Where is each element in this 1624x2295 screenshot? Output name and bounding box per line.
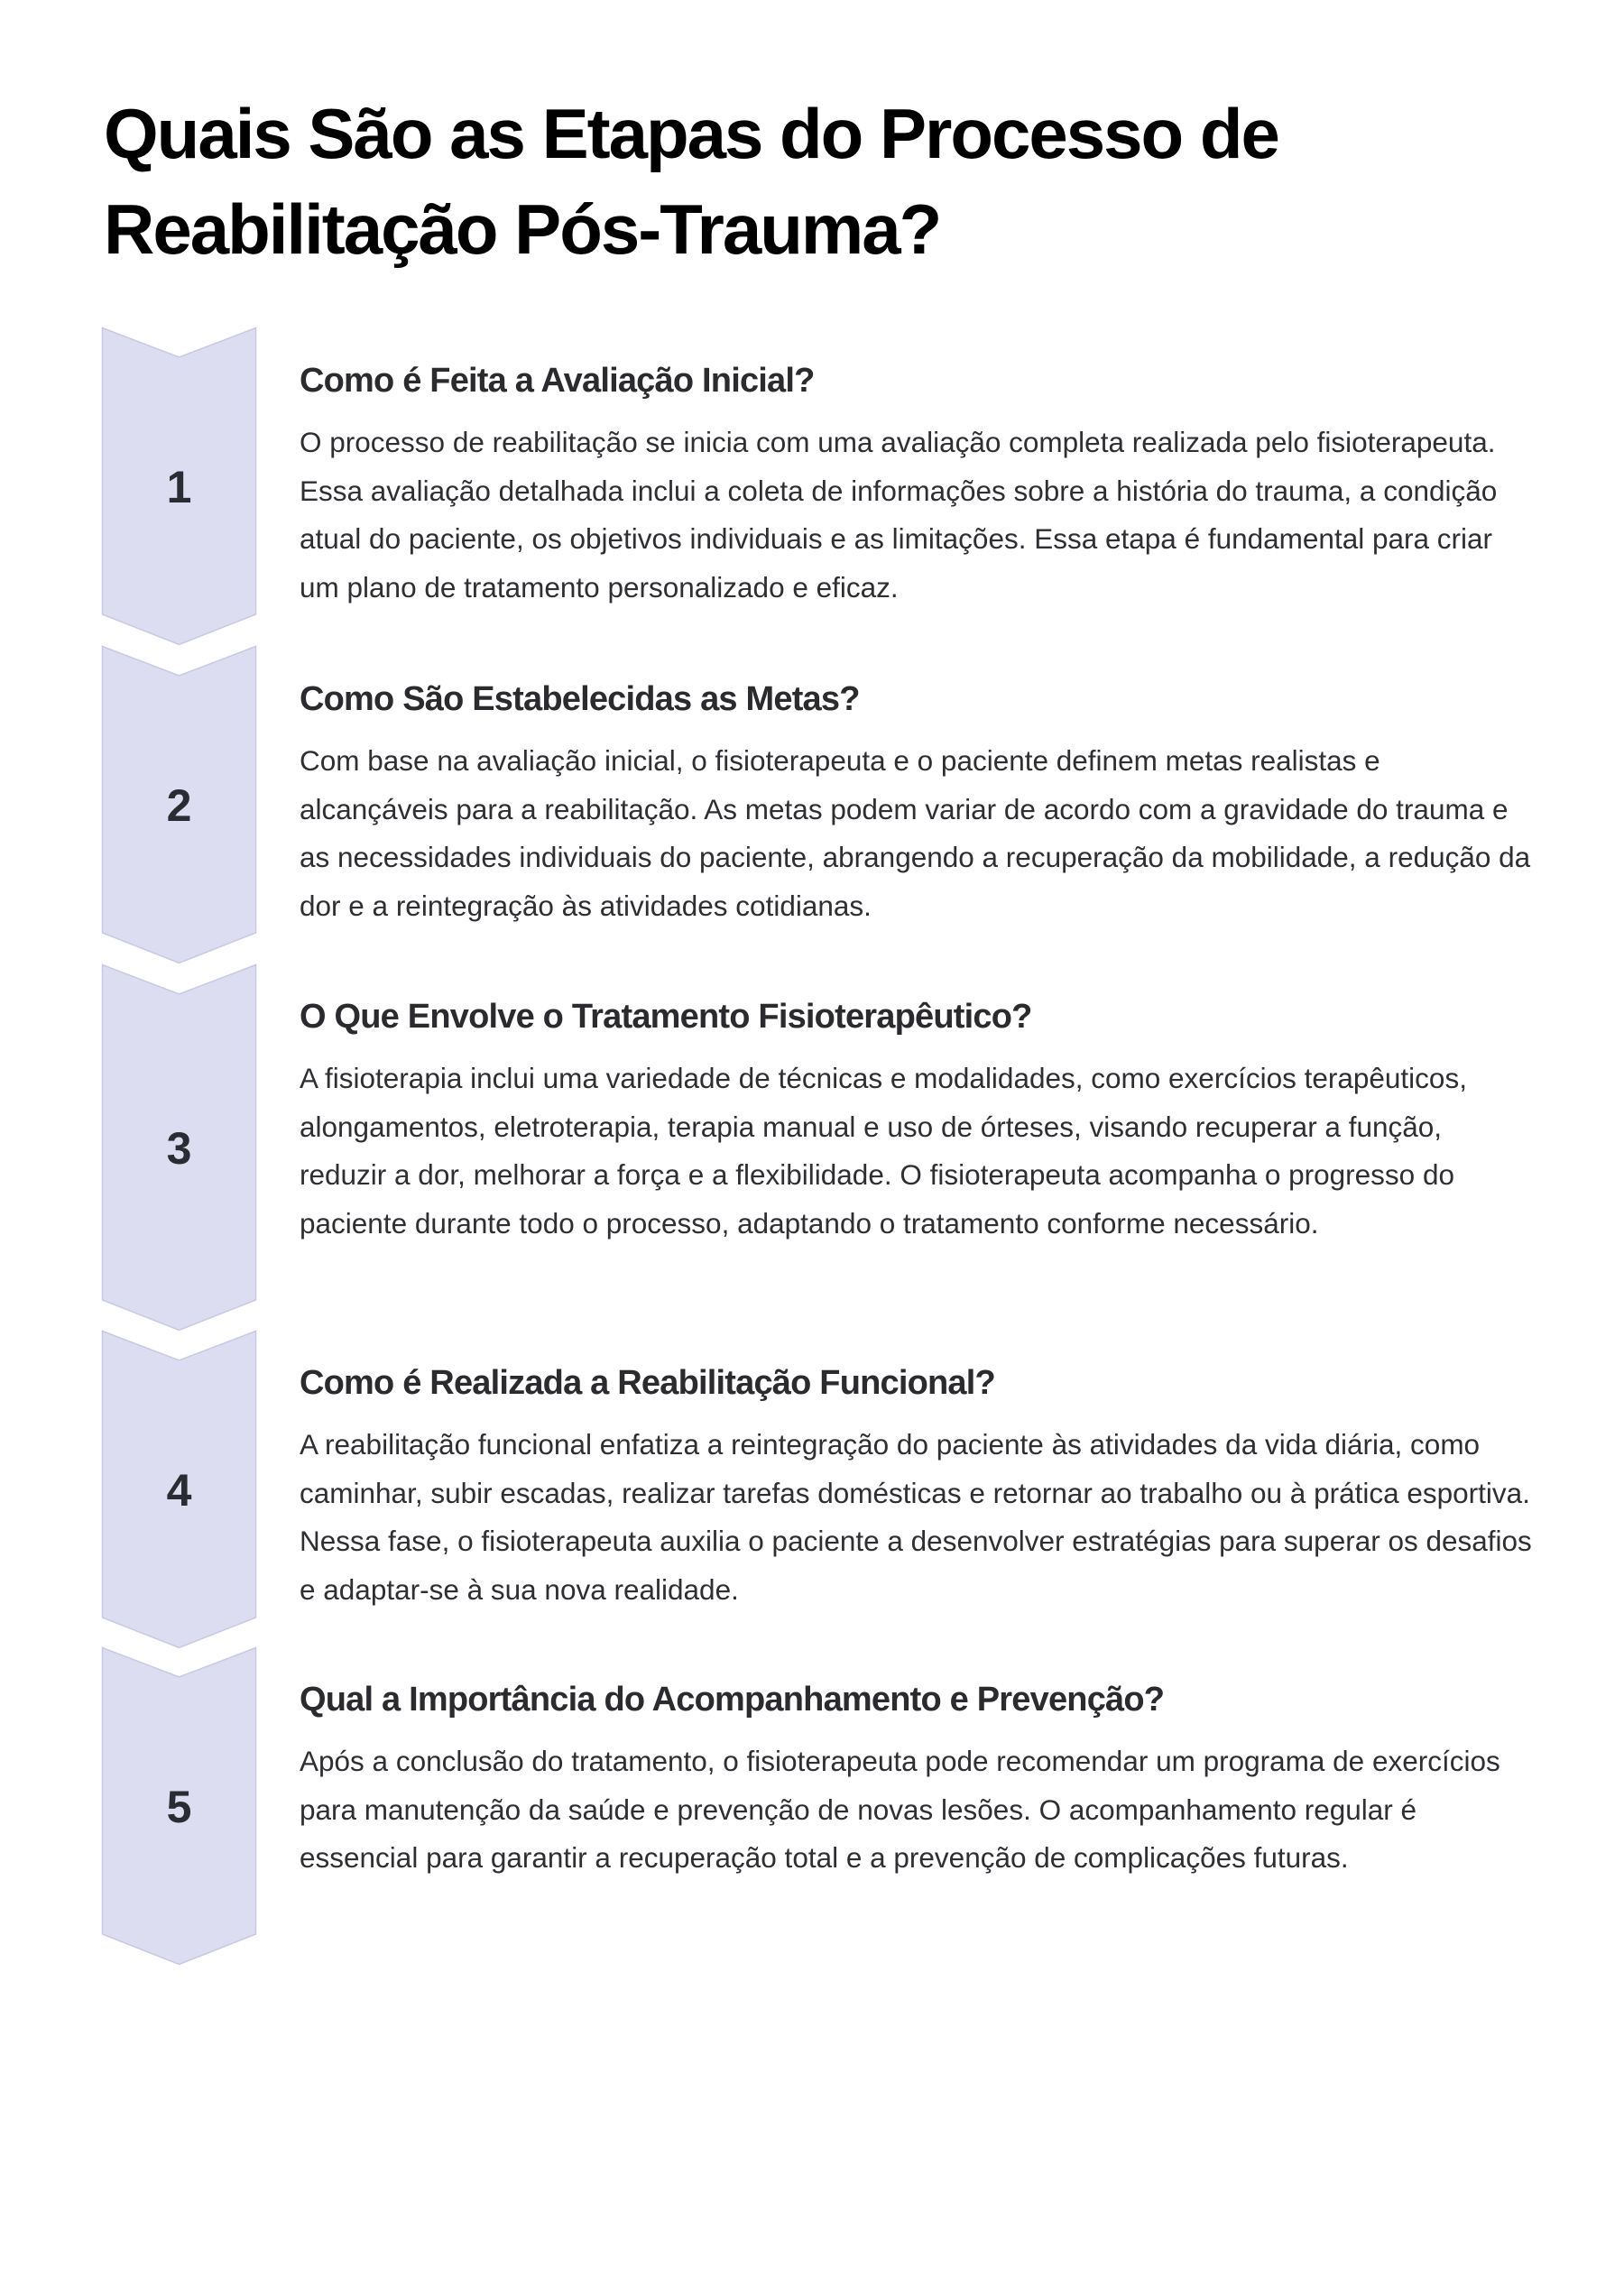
step-4-chevron — [102, 1331, 256, 1648]
step-3-content — [300, 995, 1536, 1248]
step-2-chevron — [102, 646, 256, 963]
step-5-body: Após a conclusão do tratamento, o fisioterapeuta pode recomendar um programa de exercícios para manutenção da saúde e prevenção de novas lesões. O acompanhamento regular é essencial para garantir a recuperação total e a prevenção de complicações futuras. — [300, 1745, 1500, 1874]
step-4-body: A reabilitação funcional enfatiza a reintegração do paciente às atividades da vida diária, como caminhar, subir escadas, realizar tarefas domésticas e retornar ao trabalho ou à prática esportiva. Nessa fase, o fisioterapeuta auxilia o paciente a desenvolver estratégias para superar os desafios e adaptar-se à sua nova realidade. — [300, 1428, 1532, 1606]
step-3-chevron — [102, 964, 256, 1331]
step-2-heading: Como São Estabelecidas as Metas? — [300, 680, 860, 718]
step-3-heading: O Que Envolve o Tratamento Fisioterapêutico? — [300, 998, 1032, 1036]
step-5-chevron — [102, 1647, 256, 1965]
step-1-chevron — [102, 327, 256, 645]
step-1-number: 1 — [166, 462, 192, 512]
page-title: Quais São as Etapas do Processo de Reabilitação Pós-Trauma? — [104, 94, 1278, 269]
step-1-heading: Como é Feita a Avaliação Inicial? — [300, 362, 815, 400]
step-3-number: 3 — [166, 1123, 192, 1174]
step-4-number: 4 — [166, 1465, 192, 1516]
step-2-number: 2 — [166, 780, 192, 831]
step-2-content — [300, 677, 1536, 930]
step-4-heading: Como é Realizada a Reabilitação Funcional? — [300, 1364, 995, 1402]
step-5-content — [300, 1678, 1536, 1883]
step-5-number: 5 — [166, 1782, 192, 1832]
step-1-body: O processo de reabilitação se inicia com uma avaliação completa realizada pelo fisioterapeuta. Essa avaliação detalhada inclui a coleta de informações sobre a história do trauma, a condição atual do paciente, os objetivos individuais e as limitações. Essa etapa é fundamental para criar um plano de tratamento personalizado e eficaz. — [300, 426, 1498, 604]
step-3-body: A fisioterapia inclui uma variedade de técnicas e modalidades, como exercícios terapêuticos, alongamentos, eletroterapia, terapia manual e uso de órteses, visando recuperar a função, reduzir a dor, melhorar a força e a flexibilidade. O fisioterapeuta acompanha o progresso do paciente durante todo o processo, adaptando o tratamento conforme necessário. — [300, 1062, 1467, 1240]
step-4-content — [300, 1361, 1536, 1614]
step-1-content — [300, 359, 1536, 612]
step-2-body: Com base na avaliação inicial, o fisioterapeuta e o paciente definem metas realistas e alcançáveis para a reabilitação. As metas podem variar de acordo com a gravidade do trauma e as necessidades individuais do paciente, abrangendo a recuperação da mobilidade, a redução da dor e a reintegração às atividades cotidianas. — [300, 744, 1531, 922]
step-5-heading: Qual a Importância do Acompanhamento e Prevenção? — [300, 1681, 1165, 1719]
